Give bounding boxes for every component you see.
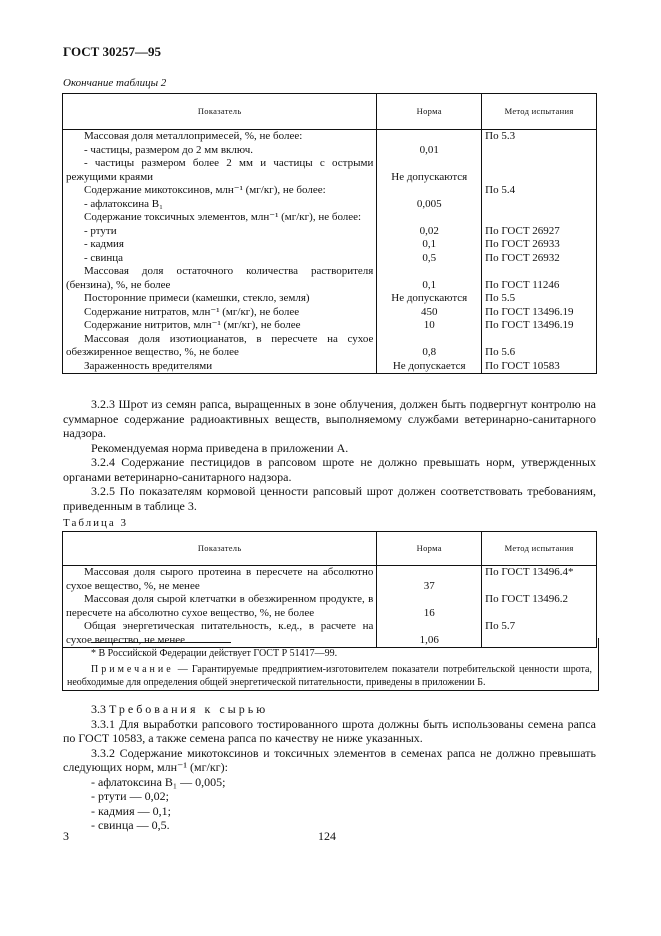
table-2 [62,93,597,374]
cell-method: По 5.7 [482,620,597,648]
cell-norm: 0,01 [377,144,482,158]
table-3-caption: Таблица 3 [63,517,129,529]
table-note [67,663,592,689]
cell-indicator: Содержание микотоксинов, млн⁻¹ (мг/кг), не более: [63,184,377,198]
table-2-body [63,130,597,374]
col-header-indicator: Показатель [63,94,377,130]
col-header-indicator: Показатель [63,532,377,566]
footnote: * В Российской Федерации действует ГОСТ Р 51417—99. [91,648,338,659]
cell-method: По ГОСТ 11246 [482,265,597,292]
table-row [63,130,597,144]
limit-item: - кадмия — 0,1; [91,803,171,818]
table-row [63,157,597,184]
paragraph-3-3-2: 3.3.2 Содержание микотоксинов и токсичных элементов в семенах рапса не должно превышать следующих норм, млн⁻¹ (мг/кг): [63,745,596,774]
cell-indicator: Зараженность вредителями [63,360,377,374]
paragraph-recommendation: Рекомендуемая норма приведена в приложении А. [91,440,349,455]
paragraph-3-3-1: 3.3.1 Для выработки рапсового тостированного шрота должны быть использованы семена рапса по ГОСТ 10583, а также семена рапса по качеству не ниже указанных. [63,716,596,745]
cell-norm [377,130,482,144]
cell-norm: 0,005 [377,198,482,212]
table-row [63,144,597,158]
cell-indicator: Массовая доля металлопримесей, %, не более: [63,130,377,144]
cell-indicator: - частицы размером более 2 мм и частицы с острыми режущими краями [63,157,377,184]
table-row [63,306,597,320]
cell-method: По ГОСТ 26927 [482,225,597,239]
table-row [63,360,597,374]
cell-indicator: Массовая доля остаточного количества растворителя (бензина), %, не более [63,265,377,292]
cell-norm: 0,1 [377,265,482,292]
cell-indicator: Общая энергетическая питательность, к.ед., в расчете на сухое вещество, не менее [63,620,377,648]
section-number: 3.3 [91,702,106,716]
cell-method: По ГОСТ 13496.4* [482,566,597,594]
table-row [63,225,597,239]
cell-method [482,157,597,184]
col-header-norm: Норма [377,94,482,130]
cell-norm: 37 [377,566,482,594]
cell-method [482,144,597,158]
table-end-caption: Окончание таблицы 2 [63,77,167,89]
cell-indicator: - афлатоксина B₁ [63,198,377,212]
table-row [63,292,597,306]
document-header: ГОСТ 30257—95 [63,44,162,59]
table-row [63,333,597,360]
cell-norm: 16 [377,593,482,620]
cell-method: По ГОСТ 13496.19 [482,306,597,320]
cell-norm [377,211,482,225]
cell-norm: Не допускаются [377,292,482,306]
cell-norm: Не допускаются [377,157,482,184]
cell-norm: 10 [377,319,482,333]
cell-indicator: - кадмия [63,238,377,252]
cell-method: По ГОСТ 26933 [482,238,597,252]
table-row [63,238,597,252]
cell-method: По 5.4 [482,184,597,198]
table-row [63,252,597,266]
col-header-method: Метод испытания [482,94,597,130]
section-3-2-text [63,397,596,513]
cell-method [482,198,597,212]
limit-item: - свинца — 0,5. [91,818,170,832]
note-text: — Гарантируемые предприятием-изготовителем показатели потребительской ценности шрота, необходимые для определения общей энергетической питательности, приведены в приложении Б. [67,664,592,688]
footnote-divider [91,642,231,643]
table-row [63,211,597,225]
col-header-method: Метод испытания [482,532,597,566]
table-row [63,319,597,333]
section-title: Требования к сырью [109,702,269,716]
cell-norm: 0,5 [377,252,482,266]
cell-indicator: Посторонние примеси (камешки, стекло, земля) [63,292,377,306]
cell-method: По ГОСТ 10583 [482,360,597,374]
table-row [63,265,597,292]
paragraph-3-2-4: 3.2.4 Содержание пестицидов в рапсовом шроте не должно превышать норм, утвержденных органами ветеринарно-санитарного надзора. [63,455,596,484]
cell-norm: 450 [377,306,482,320]
cell-indicator: Содержание токсичных элементов, млн⁻¹ (мг/кг), не более: [63,211,377,225]
section-3-3-heading [63,702,596,717]
cell-method: По 5.5 [482,292,597,306]
cell-method: По ГОСТ 13496.2 [482,593,597,620]
cell-indicator: Массовая доля сырого протеина в пересчете на абсолютно сухое вещество, %, не менее [63,566,377,594]
cell-norm: 0,8 [377,333,482,360]
paragraph-3-2-3: 3.2.3 Шрот из семян рапса, выращенных в зоне облучения, должен быть подвергнут контролю на суммарное содержание радиоактивных веществ, выполняемому службами ветеринарно-санитарного надзора. [63,397,596,440]
section-3-3 [63,702,596,833]
table-row [63,184,597,198]
table-3-notes [62,638,599,691]
table-3 [62,531,597,648]
table-3-body [63,566,597,648]
cell-method: По 5.3 [482,130,597,144]
table-row [63,593,597,620]
cell-indicator: Массовая доля изотиоцианатов, в пересчете на сухое обезжиренное вещество, %, не более [63,333,377,360]
cell-indicator: - частицы, размером до 2 мм включ. [63,144,377,158]
cell-method [482,211,597,225]
cell-indicator: Содержание нитратов, млн⁻¹ (мг/кг), не более [63,306,377,320]
cell-indicator: Массовая доля сырой клетчатки в обезжиренном продукте, в пересчете на абсолютно сухое вещество, %, не более [63,593,377,620]
cell-indicator: - свинца [63,252,377,266]
cell-norm [377,184,482,198]
cell-method: По ГОСТ 26932 [482,252,597,266]
paragraph-3-2-5: 3.2.5 По показателям кормовой ценности рапсовый шрот должен соответствовать требованиям, приведенным в таблице 3. [63,484,596,513]
table-row [63,198,597,212]
cell-norm: 0,1 [377,238,482,252]
table-row [63,566,597,594]
cell-norm: 0,02 [377,225,482,239]
cell-method: По 5.6 [482,333,597,360]
cell-norm: 1,06 [377,620,482,648]
page-number-left: 3 [63,829,69,843]
cell-indicator: - ртути [63,225,377,239]
cell-indicator: Содержание нитритов, млн⁻¹ (мг/кг), не более [63,319,377,333]
cell-norm: Не допускается [377,360,482,374]
limit-item: - афлатоксина B₁ — 0,005; [91,774,226,789]
note-label: Примечание [91,664,174,675]
cell-method: По ГОСТ 13496.19 [482,319,597,333]
limit-item: - ртути — 0,02; [91,789,169,803]
col-header-norm: Норма [377,532,482,566]
page-number-center: 124 [318,829,336,843]
